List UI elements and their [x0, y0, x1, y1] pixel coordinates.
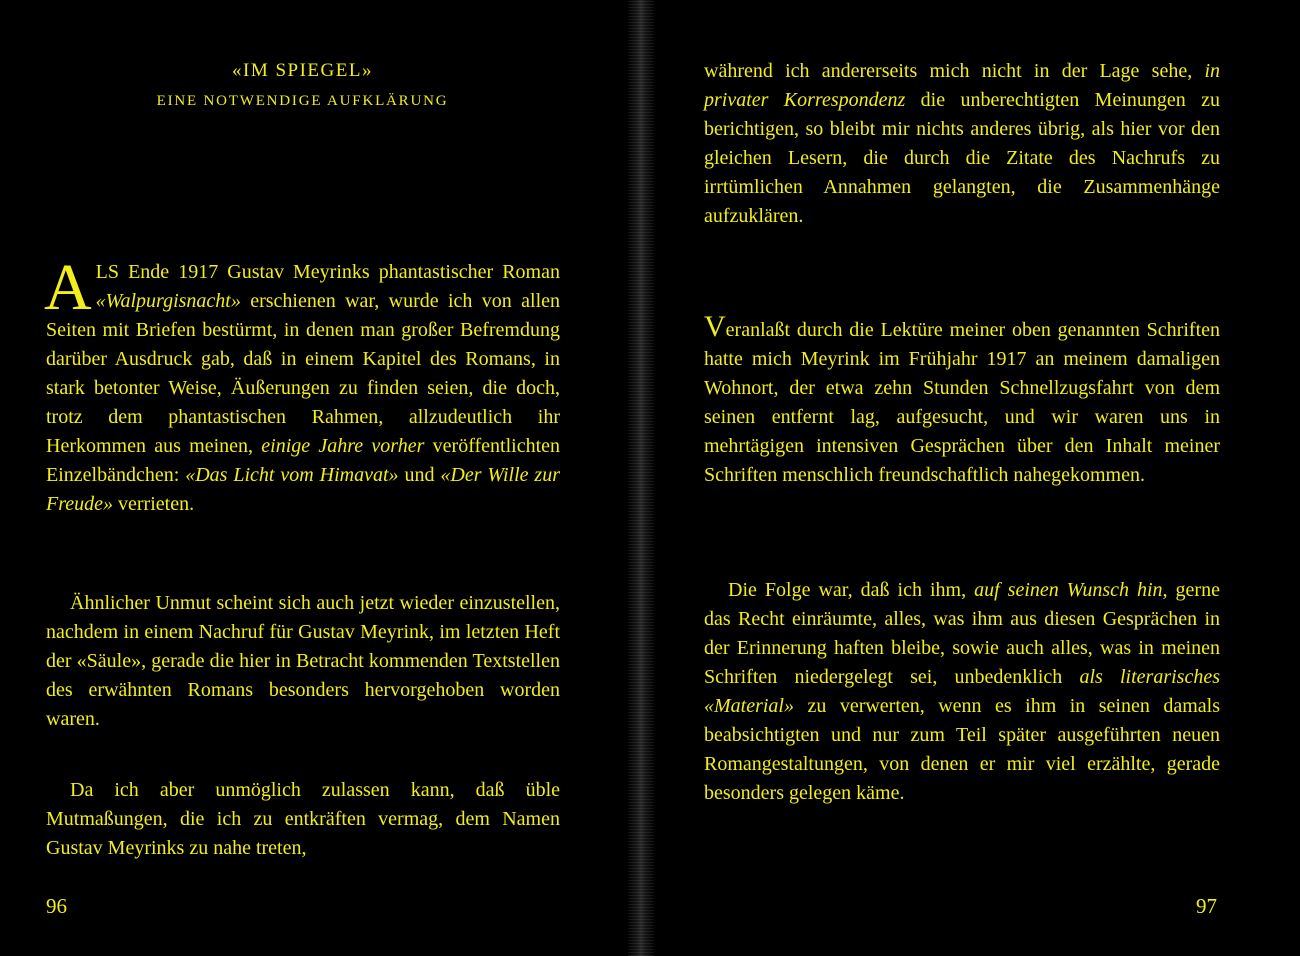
- chapter-subtitle: EINE NOTWENDIGE AUFKLÄRUNG: [156, 93, 449, 109]
- text-run: Da ich aber unmöglich zulassen kann, daß üble Mutmaßungen, die ich zu entkräften vermag, dem Namen Gustav Meyrinks zu nahe treten,: [46, 779, 560, 859]
- text-run: gerne das Recht einräumte, alles, was ihm aus diesen Gesprächen in der Erinnerung haften bleibe, sowie auch alles, was in meinen Schriften niedergelegt sei, unbedenklich: [704, 579, 1220, 688]
- text-run: verrieten.: [113, 493, 195, 515]
- italic-title-himavat: «Das Licht vom Himavat»: [185, 464, 399, 486]
- chapter-title: «IM SPIEGEL»: [232, 60, 373, 81]
- book-gutter: [628, 0, 654, 956]
- text-run: eranlaßt durch die Lektüre meiner oben genannten Schriften hatte mich Meyrink im Frühjahr 1917 an meinem damaligen Wohnort, der etwa zehn Stunden Schnellzugsfahrt von dem seinen entfernt lag, aufgesucht, und wir waren uns in mehrtägigen intensiven Gesprächen über den Inhalt meiner Schriften menschlich freundschaftlich nahegekommen.: [704, 319, 1220, 486]
- page-number-left: 96: [46, 894, 67, 918]
- italic-phrase: in privater Korrespondenz: [704, 60, 1220, 111]
- text-run: und: [398, 464, 441, 486]
- text-run: zu verwerten, wenn es ihm in seinen damals beabsichtigten und nur zum Teil später ausgeführten neuen Romangestaltungen, von denen er mir viel erzählte, gerade besonders gelegen käme.: [704, 695, 1220, 804]
- right-paragraph-3: [704, 576, 1220, 808]
- left-paragraph-2: [46, 589, 560, 734]
- text-run: erschienen war, wurde ich von allen Seiten mit Briefen bestürmt, in denen man großer Befremdung darüber Ausdruck gab, daß in einem Kapitel des Romans, in stark betonter Weise, Äußerungen zu finden seien, die doch, trotz dem phantastischen Rahmen, allzudeutlich ihr Herkommen aus meinen,: [46, 290, 560, 457]
- left-paragraph-3: [46, 776, 560, 863]
- drop-cap: A: [44, 251, 92, 324]
- text-run: Die Folge war, daß ich ihm,: [728, 579, 975, 601]
- paragraph-initial: V: [704, 310, 726, 343]
- right-paragraph-2: [704, 310, 1220, 490]
- page-number-right: 97: [1196, 894, 1217, 918]
- italic-title-wille: «Der Wille zur Freude»: [46, 464, 560, 515]
- right-paragraph-1: [704, 57, 1220, 231]
- text-run: während ich andererseits mich nicht in der Lage sehe,: [704, 60, 1205, 82]
- italic-title-walpurgisnacht: «Walpurgisnacht»: [95, 290, 241, 312]
- italic-phrase: als literarisches «Material»: [704, 666, 1220, 717]
- text-run: veröffentlichten Einzelbändchen:: [46, 435, 561, 486]
- left-paragraph-1: [44, 251, 561, 519]
- italic-phrase: auf seinen Wunsch hin,: [974, 579, 1168, 601]
- italic-phrase: einige Jahre vorher: [261, 435, 425, 457]
- text-run: LS Ende 1917 Gustav Meyrinks phantastischer Roman: [95, 261, 560, 283]
- text-run: Ähnlicher Unmut scheint sich auch jetzt wieder einzustellen, nachdem in einem Nachruf für Gustav Meyrink, im letzten Heft der «Säule», gerade die hier in Betracht kommenden Textstellen des erwähnten Romans besonders hervorgehoben worden waren.: [46, 592, 560, 730]
- text-run: die unberechtigten Meinungen zu berichtigen, so bleibt mir nichts anderes übrig, als hier vor den gleichen Lesern, die durch die Zitate des Nachrufs zu irrtümlichen Annahmen gelangten, die Zusammenhänge aufzuklären.: [704, 89, 1221, 227]
